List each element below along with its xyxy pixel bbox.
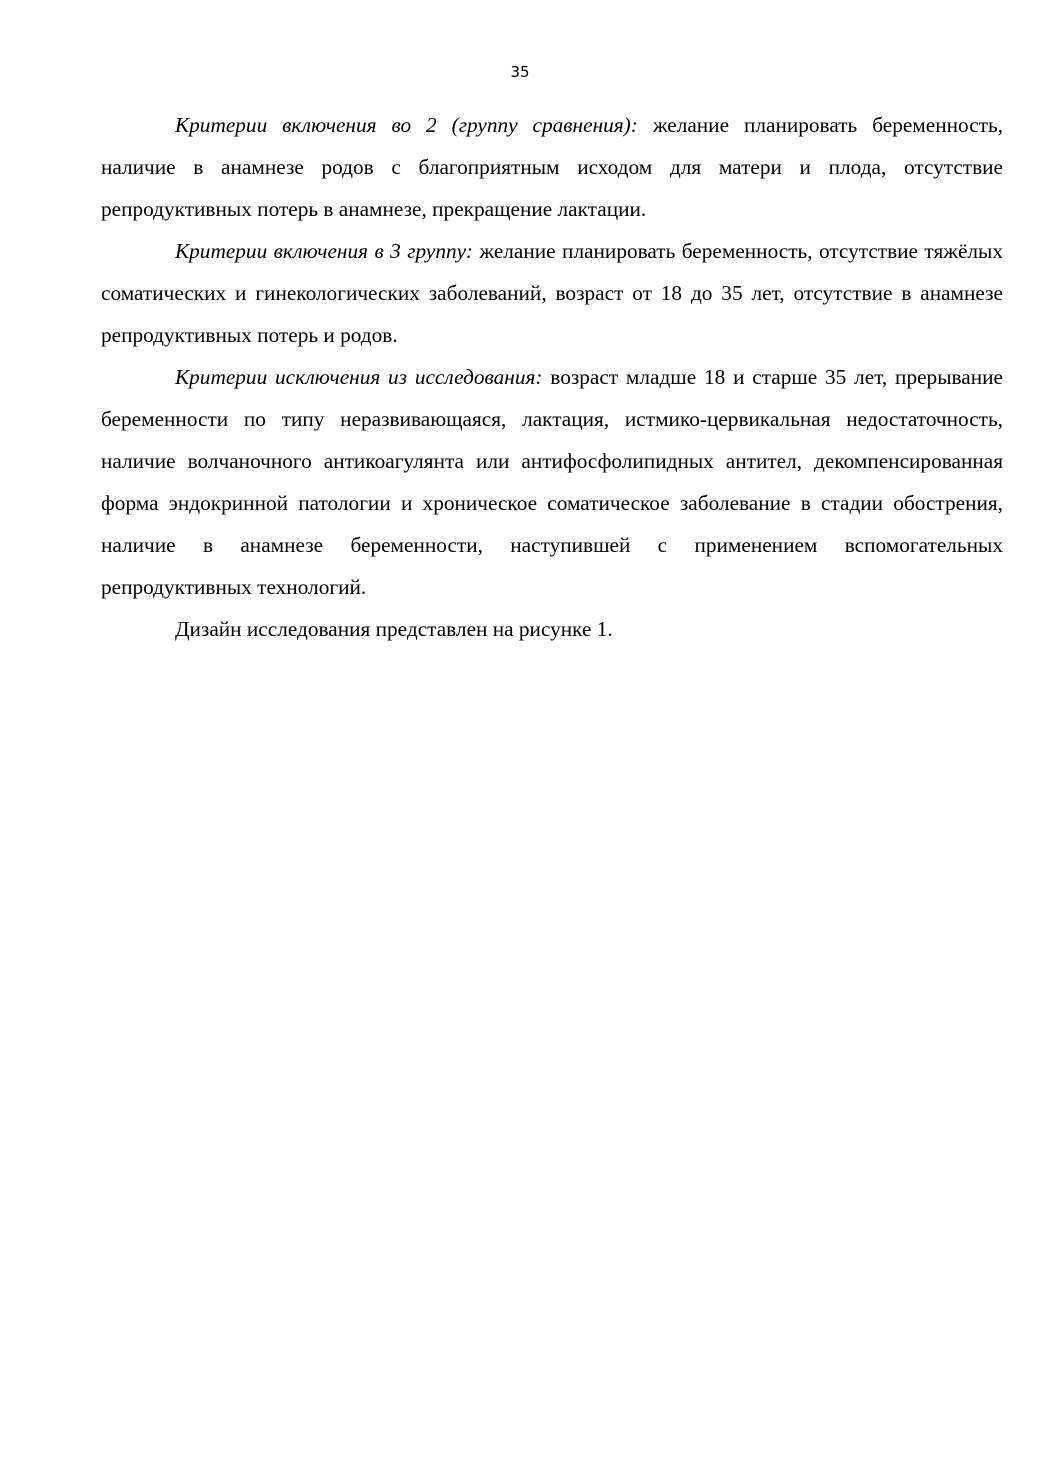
paragraph-study-design — [101, 608, 1003, 650]
paragraph-text: Дизайн исследования представлен на рисунке 1. — [175, 617, 613, 641]
paragraph-lead: Критерии включения во 2 (группу сравнения): — [175, 113, 638, 137]
paragraph-exclusion-criteria — [101, 356, 1003, 608]
body-text — [101, 104, 1003, 650]
paragraph-inclusion-group-3 — [101, 230, 1003, 356]
paragraph-inclusion-group-2 — [101, 104, 1003, 230]
page-number: 35 — [510, 63, 530, 81]
paragraph-text: желание планировать беременность, наличие в анамнезе родов с благоприятным исходом для матери и плода, отсутствие репродуктивных потерь в анамнезе, прекращение лактации. — [101, 113, 1003, 221]
paragraph-text: возраст младше 18 и старше 35 лет, прерывание беременности по типу неразвивающаяся, лактация, истмико-цервикальная недостаточность, наличие волчаночного антикоагулянта или антифосфолипидных антител, декомпенсированная форма эндокринной патологии и хроническое соматическое заболевание в стадии обострения, наличие в анамнезе беременности, наступившей с применением вспомогательных репродуктивных технологий. — [101, 365, 1003, 599]
paragraph-lead: Критерии включения в 3 группу: — [175, 239, 473, 263]
paragraph-text: желание планировать беременность, отсутствие тяжёлых соматических и гинекологических заболеваний, возраст от 18 до 35 лет, отсутствие в анамнезе репродуктивных потерь и родов. — [101, 239, 1004, 347]
paragraph-lead: Критерии исключения из исследования: — [175, 365, 543, 389]
